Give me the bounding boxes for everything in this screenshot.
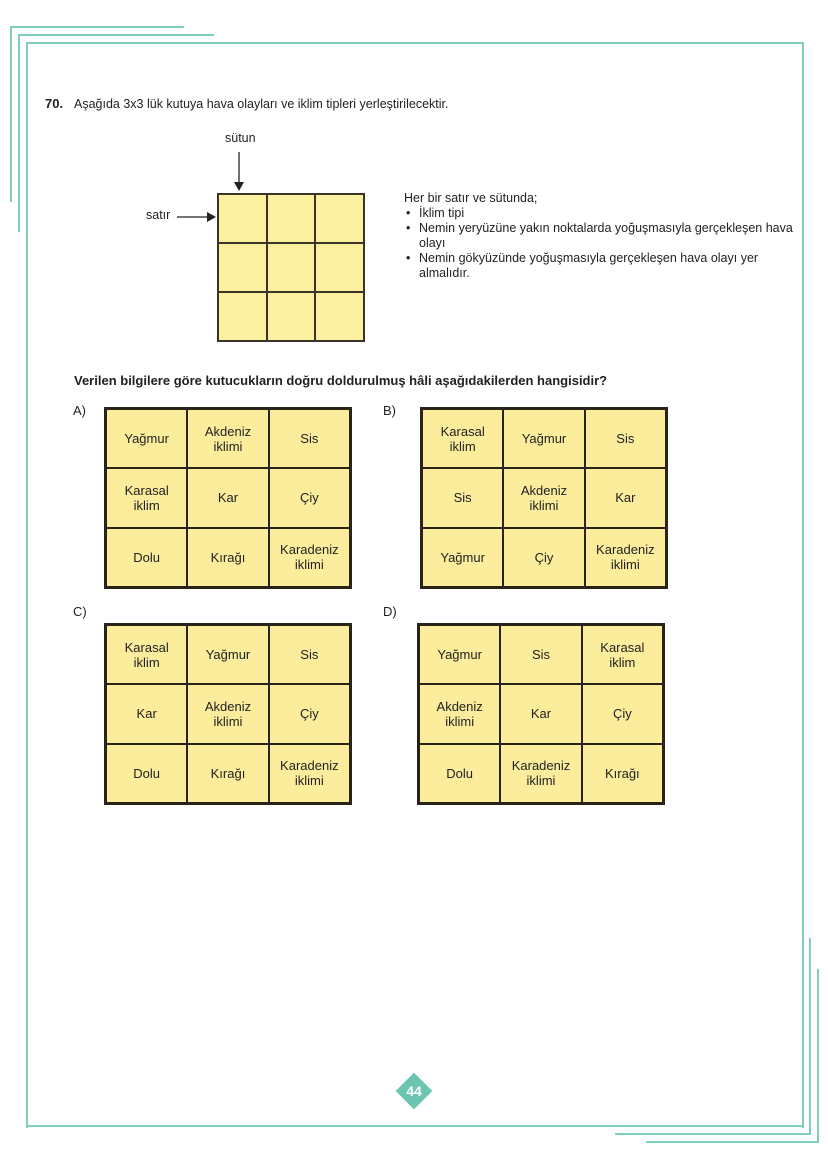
grid-cell: Sis	[269, 625, 350, 684]
grid-cell: Yağmur	[419, 625, 500, 684]
frame-line	[10, 26, 12, 202]
grid-cell: Karasal iklim	[422, 409, 503, 468]
question-number: 70.	[45, 96, 64, 111]
grid-cell: Çiy	[582, 684, 663, 743]
option-c-grid[interactable]	[104, 623, 352, 805]
grid-cell: Yağmur	[503, 409, 584, 468]
frame-line	[802, 42, 804, 1128]
grid-cell: Sis	[269, 409, 350, 468]
grid-cell: Kar	[187, 468, 268, 527]
grid-cell: Kırağı	[187, 744, 268, 803]
grid-cell: Sis	[500, 625, 581, 684]
question-prompt: Verilen bilgilere göre kutucukların doğru doldurulmuş hâli aşağıdakilerden hangisidir?	[74, 373, 608, 388]
frame-line	[809, 938, 811, 1135]
grid-cell: Karadeniz iklimi	[585, 528, 666, 587]
grid-cell: Yağmur	[422, 528, 503, 587]
grid-cell: Çiy	[503, 528, 584, 587]
rule-item: • İklim tipi	[404, 206, 794, 221]
option-b-grid[interactable]	[420, 407, 668, 589]
option-d-grid[interactable]	[417, 623, 665, 805]
row-label: satır	[146, 208, 171, 222]
grid-cell: Kar	[500, 684, 581, 743]
frame-line	[18, 34, 214, 36]
grid-cell: Karadeniz iklimi	[269, 528, 350, 587]
rules-intro: Her bir satır ve sütunda;	[404, 191, 538, 205]
grid-cell: Kar	[106, 684, 187, 743]
grid-cell: Çiy	[269, 684, 350, 743]
grid-cell: Yağmur	[187, 625, 268, 684]
grid-cell: Sis	[585, 409, 666, 468]
frame-line	[615, 1133, 811, 1135]
grid-cell: Akdeniz iklimi	[187, 684, 268, 743]
frame-line	[26, 42, 804, 44]
rule-item: • Nemin gökyüzünde yoğuşmasıyla gerçekleşen hava olayı yer almalıdır.	[404, 251, 794, 281]
grid-cell: Karasal iklim	[582, 625, 663, 684]
grid-cell: Dolu	[419, 744, 500, 803]
grid-cell: Karasal iklim	[106, 625, 187, 684]
question-text: Aşağıda 3x3 lük kutuya hava olayları ve iklim tipleri yerleştirilecektir.	[74, 97, 449, 111]
frame-line	[26, 1125, 804, 1127]
grid-cell: Yağmur	[106, 409, 187, 468]
grid-cell: Karadeniz iklimi	[500, 744, 581, 803]
grid-cell: Kar	[585, 468, 666, 527]
empty-3x3-grid	[217, 193, 365, 342]
right-arrow-icon	[177, 211, 217, 223]
grid-cell: Dolu	[106, 744, 187, 803]
grid-cell: Akdeniz iklimi	[187, 409, 268, 468]
grid-cell: Kırağı	[187, 528, 268, 587]
frame-line	[18, 34, 20, 232]
column-label: sütun	[225, 131, 256, 145]
option-a-label[interactable]: A)	[73, 403, 86, 418]
frame-line	[646, 1141, 819, 1143]
rule-item: • Nemin yeryüzüne yakın noktalarda yoğuşmasıyla gerçekleşen hava olayı	[404, 221, 794, 251]
grid-cell: Karadeniz iklimi	[269, 744, 350, 803]
grid-cell: Kırağı	[582, 744, 663, 803]
grid-cell: Akdeniz iklimi	[419, 684, 500, 743]
grid-cell: Çiy	[269, 468, 350, 527]
grid-cell: Akdeniz iklimi	[503, 468, 584, 527]
down-arrow-icon	[233, 152, 245, 192]
grid-cell: Sis	[422, 468, 503, 527]
option-c-label[interactable]: C)	[73, 604, 87, 619]
option-d-label[interactable]: D)	[383, 604, 397, 619]
option-a-grid[interactable]	[104, 407, 352, 589]
grid-cell: Dolu	[106, 528, 187, 587]
page-number: 44	[406, 1083, 422, 1099]
option-b-label[interactable]: B)	[383, 403, 396, 418]
frame-line	[817, 969, 819, 1143]
frame-line	[10, 26, 184, 28]
frame-line	[26, 42, 28, 1128]
grid-cell: Karasal iklim	[106, 468, 187, 527]
rules-box	[404, 191, 794, 281]
